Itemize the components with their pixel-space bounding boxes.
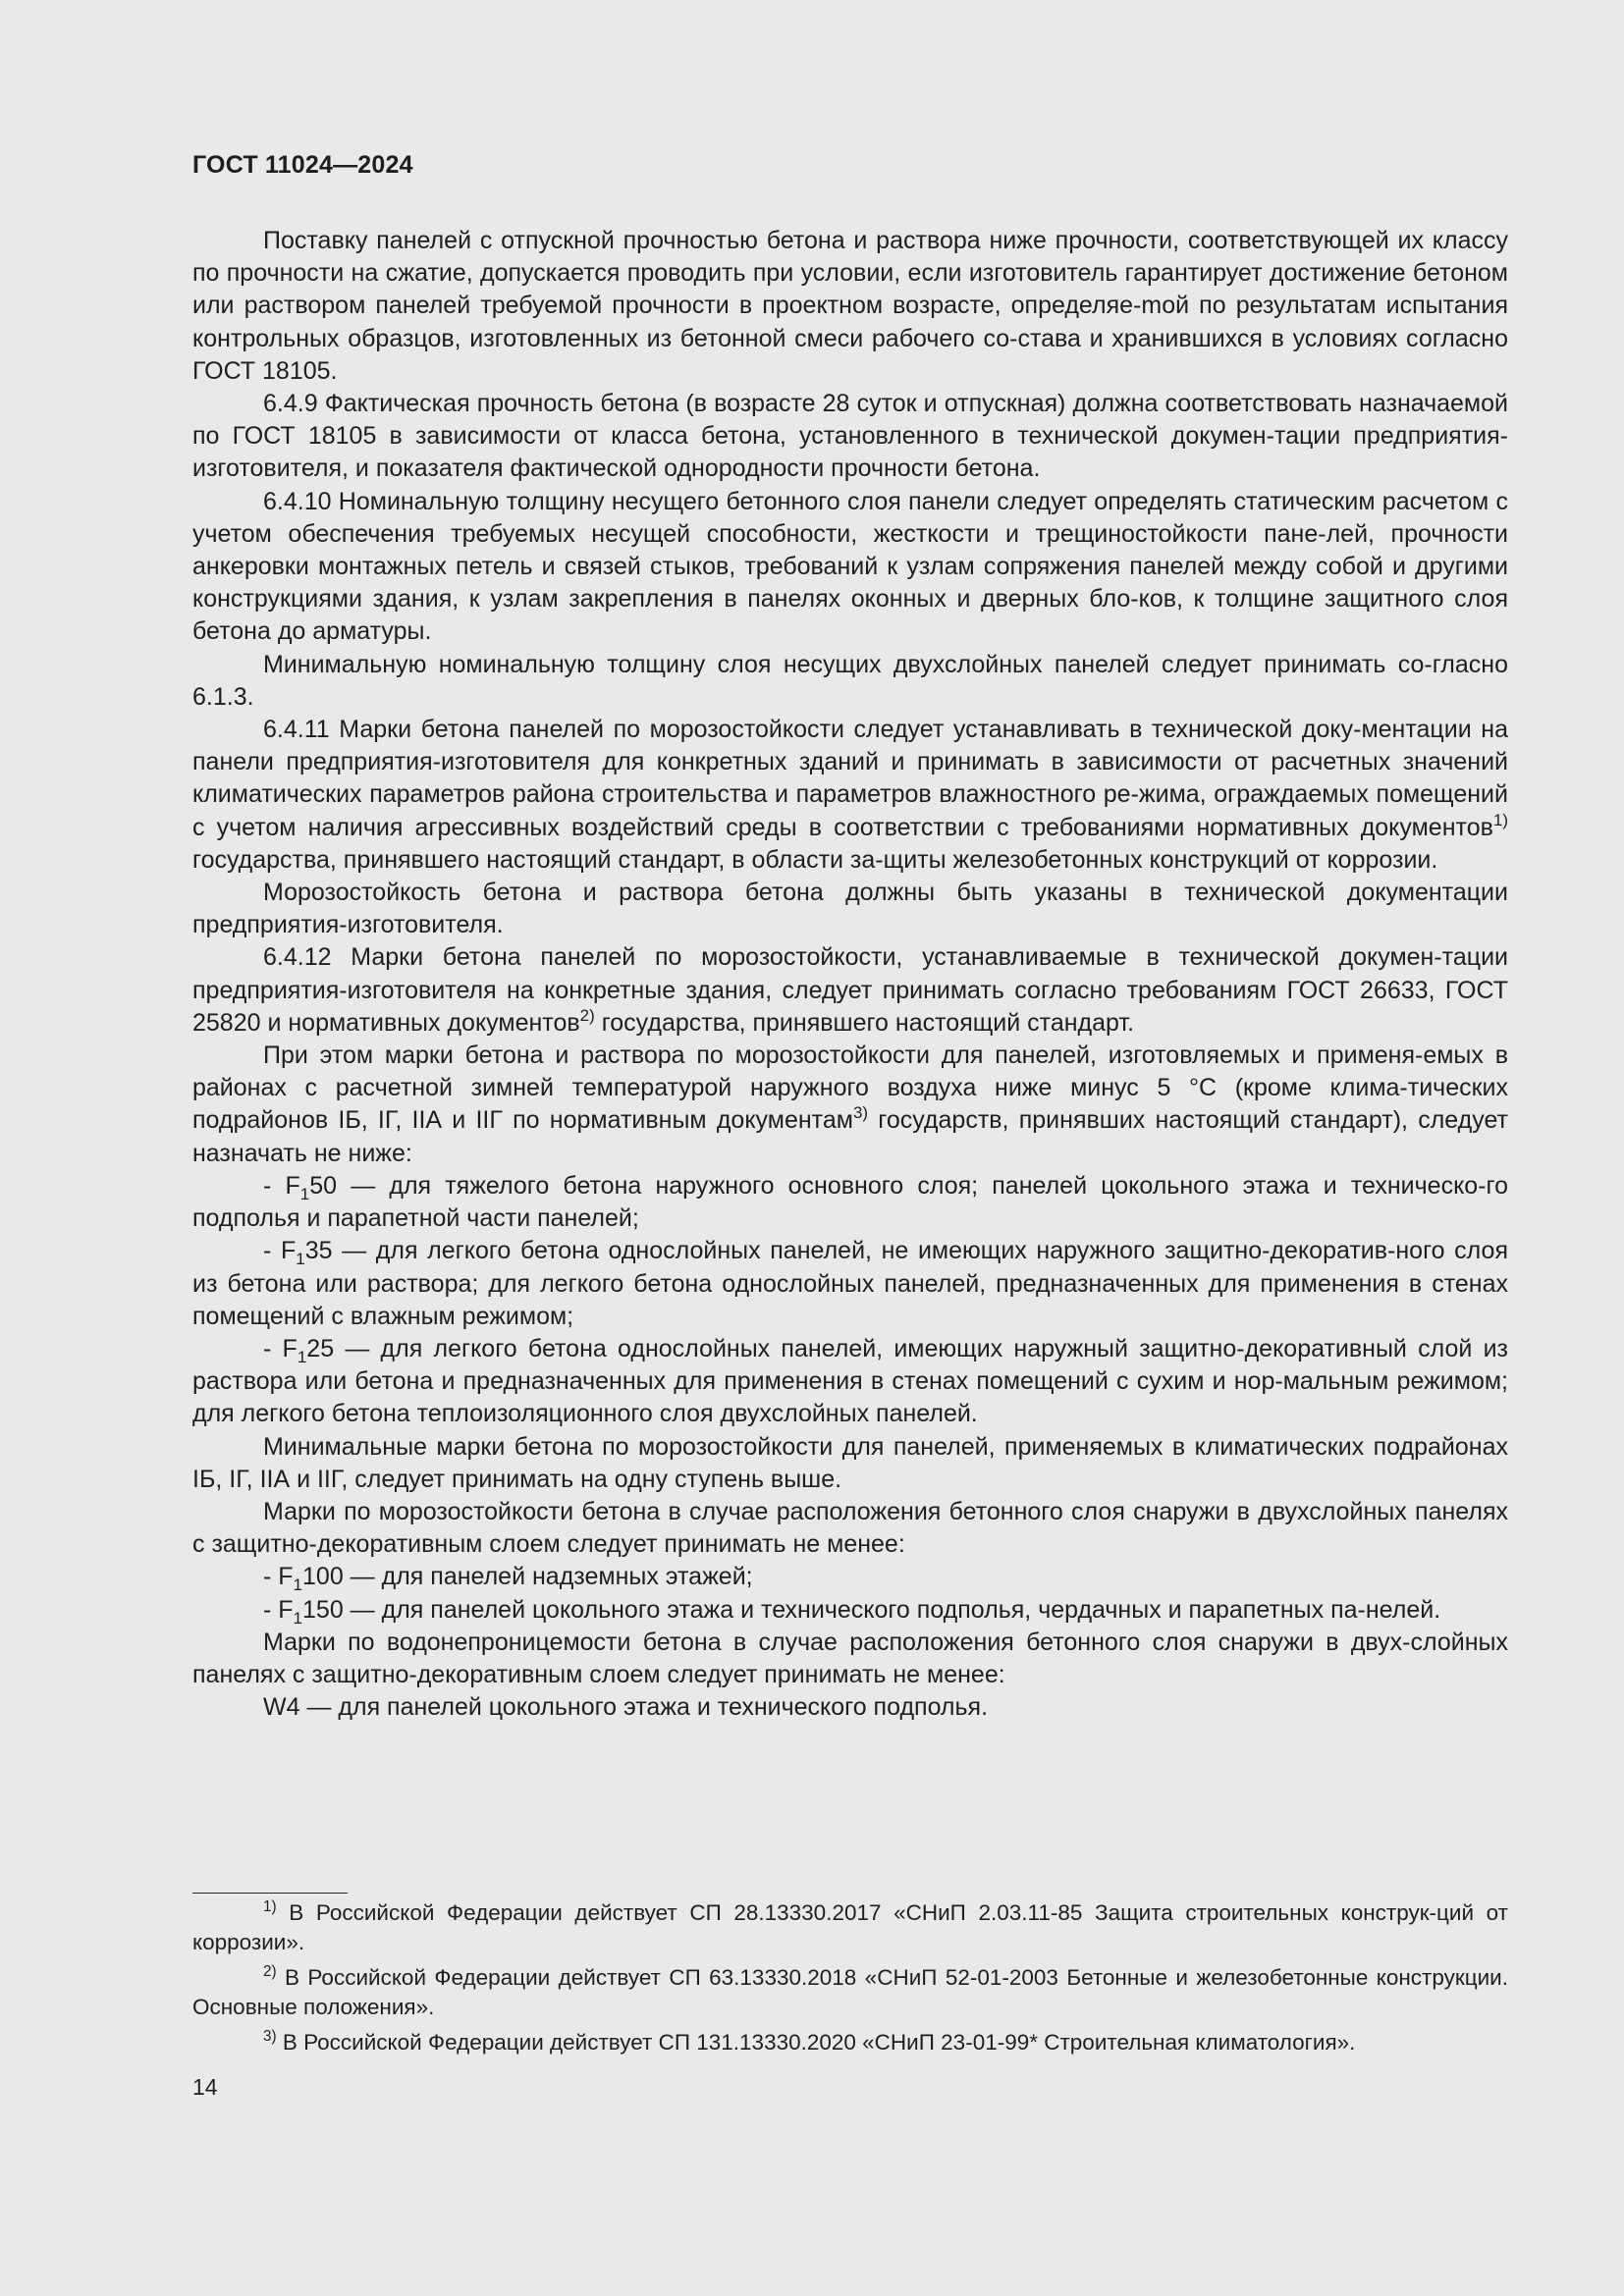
list-item-f1-35: - $F_135$ — для легкого бетона однослойных панелей, не имеющих наружного защитно-декоратив-ного слоя из бетона или раствора; для легкого бетона однослойных панелей, предназначенных для применения в стенах помещений с влажным режимом; xyxy=(192,1237,1508,1330)
document-header: ГОСТ 11024—2024 xyxy=(192,151,413,179)
paragraph-min-thickness: Минимальную номинальную толщину слоя несущих двухслойных панелей следует принимать со-гласно 6.1.3. xyxy=(192,650,1508,711)
footnote-ref-1: 1) xyxy=(1492,810,1508,829)
paragraph-delivery-strength: Поставку панелей с отпускной прочностью бетона и раствора ниже прочности, соответствующей их классу по прочности на сжатие, допускается проводить при условии, если изготовитель гарантирует достижение бетоном или раствором панелей требуемой прочности в проектном возрасте, определяе-mой по результатам испытания контрольных образцов, изготовленных из бетонной смеси рабочего со-става и хранившихся в условиях согласно ГОСТ 18105. xyxy=(192,227,1508,385)
footnote-3: $^{3)}$ В Российской Федерации действует СП 131.13330.2020 «СНиП 23-01-99* Строительная климатология». xyxy=(263,2027,1356,2055)
paragraph-6-4-11: 6.4.11 Марки бетона панелей по морозостойкости следует устанавливать в технической доку-ментации на панели предприятия-изготовителя для конкретных зданий и принимать в зависимости от расчетных значений климатических параметров района строительства и параметров влажностного ре-жима, ограждаемых помещений с учетом наличия агрессивных воздействий среды в соответствии с требованиями нормативных документов$^{1)}$ государства, принявшего настоящий стандарт, в области за-щиты железобетонных конструкций от коррозии. xyxy=(192,716,1508,874)
footnote-ref-3: 3) xyxy=(852,1103,869,1123)
paragraph-frost-two-layer: Марки по морозостойкости бетона в случае расположения бетонного слоя снаружи в двухслойных панелях с защитно-декоративным слоем следует принимать не менее: xyxy=(192,1497,1508,1559)
footnote-separator xyxy=(192,1893,348,1894)
list-item-f1-150: - $F_1150$ — для панелей цокольного этажа и технического подполья, чердачных и парапетных па-нелей. xyxy=(263,1595,1441,1628)
paragraph-6-4-9: 6.4.9 Фактическая прочность бетона (в возрасте 28 суток и отпускная) должна соответствовать назначаемой по ГОСТ 18105 в зависимости от класса бетона, установленного в технической докумен-тации предприятия-изготовителя, и показателя фактической однородности прочности бетона. xyxy=(192,390,1508,483)
paragraph-min-frost-marks: Минимальные марки бетона по морозостойкости для панелей, применяемых в климатических подрайонах IБ, IГ, IIА и IIГ, следует принимать на одну ступень выше. xyxy=(192,1432,1508,1493)
footnote-2: $^{2)}$ В Российской Федерации действует СП 63.13330.2018 «СНиП 52-01-2003 Бетонные и железобетонные конструкции. Основные положения». xyxy=(192,1962,1508,2019)
paragraph-6-4-10: 6.4.10 Номинальную толщину несущего бетонного слоя панели следует определять статическим расчетом с учетом обеспечения требуемых несущей способности, жесткости и трещиностойкости пане-лей, прочности анкеровки монтажных петель и связей стыков, требований к узлам сопряжения панелей между собой и другими конструкциями здания, к узлам закрепления в панелях оконных и дверных бло-ков, к толщине защитного слоя бетона до арматуры. xyxy=(192,487,1508,646)
paragraph-6-4-12: 6.4.12 Марки бетона панелей по морозостойкости, устанавливаемые в технической докумен-тации предприятия-изготовителя на конкретные здания, следует принимать согласно требованиям ГОСТ 26633, ГОСТ 25820 и нормативных документов$^{2)}$ государства, принявшего настоящий стандарт. xyxy=(192,943,1508,1037)
paragraph-water-resistance: Марки по водонепроницемости бетона в случае расположения бетонного слоя снаружи в двух-слойных панелях с защитно-декоративным слоем следует принимать не менее: xyxy=(192,1628,1508,1688)
list-item-f1-50: - $F_150$ — для тяжелого бетона наружного основного слоя; панелей цокольного этажа и техническо-го подполья и парапетной части панелей; xyxy=(192,1171,1508,1233)
paragraph-climate-regions: При этом марки бетона и раствора по морозостойкости для панелей, изготовляемых и применя-емых в районах с расчетной зимней температурой наружного воздуха ниже минус 5 °С (кроме клима-тических подрайонов IБ, IГ, IIА и IIГ по нормативным документам$^{3)}$ государств, принявших настоящий стандарт), следует назначать не ниже: xyxy=(192,1041,1508,1167)
footnote-1: $^{1)}$ В Российской Федерации действует СП 28.13330.2017 «СНиП 2.03.11-85 Защита строительных конструк-ций от коррозии». xyxy=(192,1897,1508,1954)
paragraph-frost-doc: Морозостойкость бетона и раствора бетона должны быть указаны в технической документации предприятия-изготовителя. xyxy=(192,879,1508,939)
document-body xyxy=(192,225,1508,1724)
footnote-ref-2: 2) xyxy=(579,1005,595,1025)
page-number: 14 xyxy=(192,2074,218,2100)
list-item-f1-100: - $F_1100$ — для панелей надземных этажей; xyxy=(263,1563,753,1595)
list-item-w4: W4 — для панелей цокольного этажа и технического подполья. xyxy=(263,1693,989,1722)
list-item-f1-25: - $F_125$ — для легкого бетона однослойных панелей, имеющих наружный защитно-декоративный слой из раствора или бетона и предназначенных для применения в стенах помещений с сухим и нор-мальным режимом; для легкого бетона теплоизоляционного слоя двухслойных панелей. xyxy=(192,1334,1509,1428)
footnotes xyxy=(192,1898,1508,2063)
